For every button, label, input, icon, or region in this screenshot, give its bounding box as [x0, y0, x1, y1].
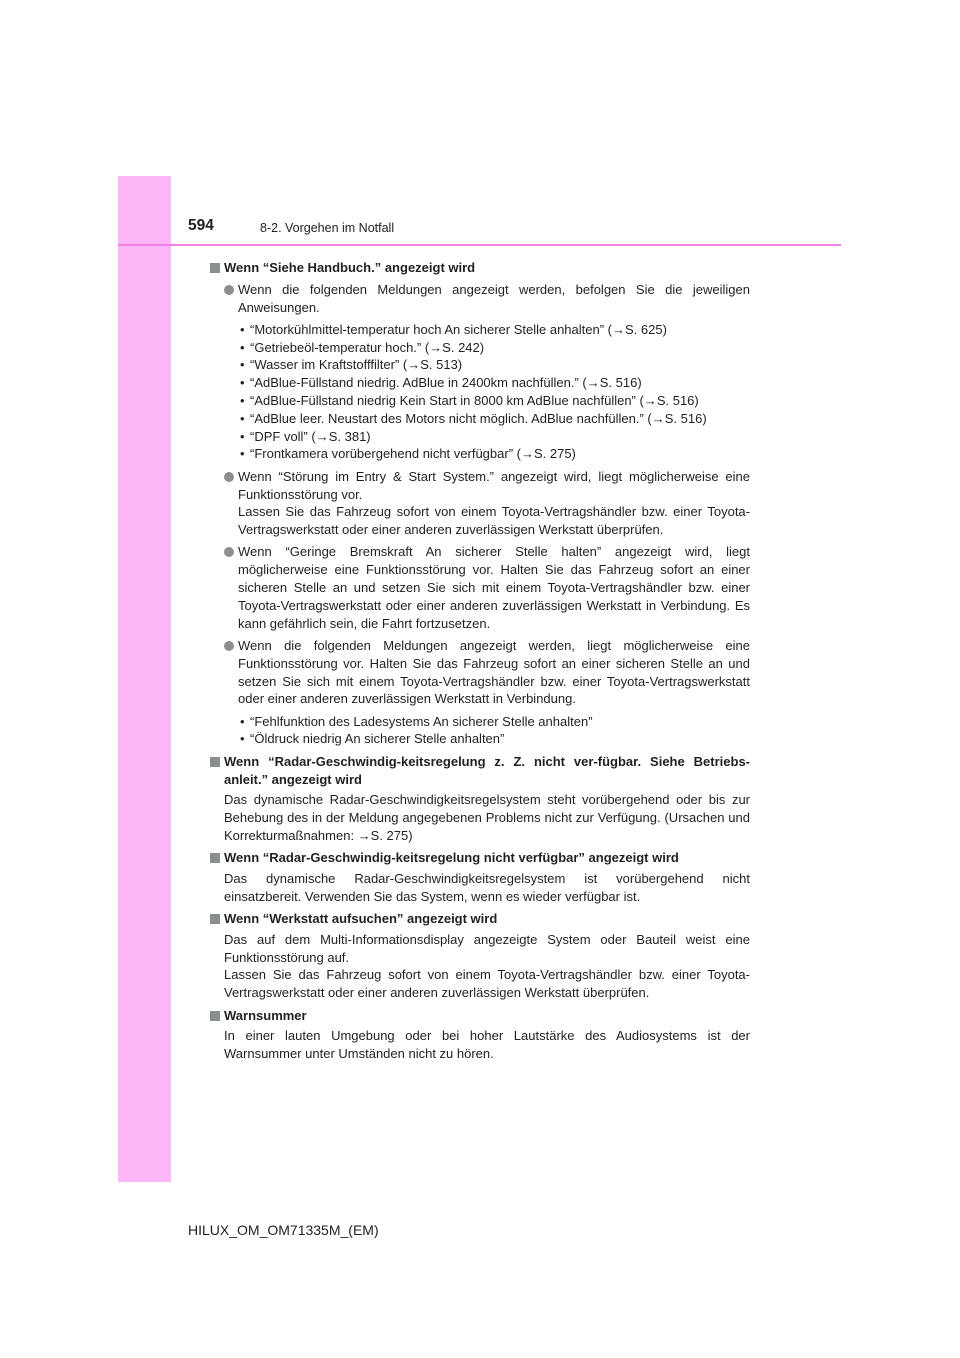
message-list [210, 713, 750, 749]
section-heading [210, 910, 750, 928]
list-item: • “Motorkühlmittel-temperatur hoch An sicherer Stelle anhalten” (→S. 625) [240, 321, 667, 337]
square-bullet-icon [210, 1011, 220, 1021]
list-item-text: “AdBlue leer. Neustart des Motors nicht möglich. AdBlue nachfüllen.” (→S. 516) [250, 410, 707, 426]
list-item: • “Fehlfunktion des Ladesystems An sicherer Stelle anhalten” [240, 713, 593, 729]
section-heading [210, 259, 750, 277]
list-item: • “Getriebeöl-temperatur hoch.” (→S. 242) [240, 339, 485, 355]
heading-text: Wenn “Radar-Geschwindig-keitsregelung nicht verfügbar” angezeigt wird [224, 850, 679, 866]
list-item: • “Öldruck niedrig An sicherer Stelle anhalten” [240, 731, 505, 747]
list-item: • “DPF voll” (→S. 381) [240, 428, 371, 444]
bullet-text: Wenn “Störung im Entry & Start System.” angezeigt wird, liegt möglicherweise eine Funktionsstörung vor. [238, 468, 750, 502]
list-item-text: “Motorkühlmittel-temperatur hoch An sicherer Stelle anhalten” (→S. 625) [250, 321, 667, 337]
heading-text: Warnsummer [224, 1007, 307, 1023]
section-heading [210, 849, 750, 867]
bullet [210, 468, 750, 539]
list-item-text: “AdBlue-Füllstand niedrig. AdBlue in 2400km nachfüllen.” (→S. 516) [250, 375, 642, 391]
circle-bullet-icon [224, 285, 234, 295]
bullet [210, 281, 750, 317]
heading-text: Wenn “Siehe Handbuch.” angezeigt wird [224, 259, 476, 275]
paragraph: Das auf dem Multi-Informationsdisplay angezeigte System oder Bauteil weist eine Funktionsstörung auf. [224, 931, 750, 965]
square-bullet-icon [210, 263, 220, 273]
list-item: • “Frontkamera vorübergehend nicht verfügbar” (→S. 275) [240, 446, 576, 462]
heading-text: Wenn “Radar-Geschwindig-keitsregelung z. Z. nicht ver-fügbar. Siehe Betriebs-anleit.” angezeigt wird [224, 753, 750, 787]
square-bullet-icon [210, 914, 220, 924]
square-bullet-icon [210, 757, 220, 767]
list-item-text: “Getriebeöl-temperatur hoch.” (→S. 242) [250, 339, 485, 355]
square-bullet-icon [210, 853, 220, 863]
bullet-text: Wenn die folgenden Meldungen angezeigt werden, liegt möglicherweise eine Funktionsstörung vor. Halten Sie das Fahrzeug sofort an einer sicheren Stelle an und setzen Sie sich mit einem Toyota-Vertragshändler bzw. einer Toyota-Vertragswerkstatt oder einer anderen zuverlässigen Werkstatt in Verbindung. [238, 637, 750, 707]
list-item: • “AdBlue-Füllstand niedrig Kein Start in 8000 km AdBlue nachfüllen” (→S. 516) [240, 393, 699, 409]
section-heading [210, 753, 750, 789]
circle-bullet-icon [224, 472, 234, 482]
bullet [210, 637, 750, 708]
list-item-text: “Wasser im Kraftstofffilter” (→S. 513) [250, 357, 463, 373]
document-id: HILUX_OM_OM71335M_(EM) [188, 1222, 379, 1238]
section-heading [210, 1007, 750, 1025]
paragraph: Lassen Sie das Fahrzeug sofort von einem Toyota-Vertragshändler bzw. einer Toyota-Vertragswerkstatt oder einer anderen zuverlässigen Werkstatt überprüfen. [224, 967, 750, 1001]
message-list [210, 321, 750, 463]
list-item-text: “Öldruck niedrig An sicherer Stelle anhalten” [250, 731, 505, 747]
page-content [210, 254, 750, 1063]
list-item-text: “DPF voll” (→S. 381) [250, 428, 371, 444]
heading-text: Wenn “Werkstatt aufsuchen” angezeigt wird [224, 911, 498, 927]
paragraph: In einer lauten Umgebung oder bei hoher Lautstärke des Audiosystems ist der Warnsummer unter Umständen nicht zu hören. [224, 1028, 750, 1062]
bullet-text: Lassen Sie das Fahrzeug sofort von einem Toyota-Vertragshändler bzw. einer Toyota-Vertragswerkstatt oder einer anderen zuverlässigen Werkstatt überprüfen. [238, 504, 750, 538]
bullet [210, 543, 750, 632]
list-item: • “Wasser im Kraftstofffilter” (→S. 513) [240, 357, 463, 373]
bullet-text: Wenn “Geringe Bremskraft An sicherer Stelle halten” angezeigt wird, liegt möglicherweise eine Funktionsstörung vor. Halten Sie das Fahrzeug sofort an einer sicheren Stelle an und setzen Sie sich mit einem Toyota-Vertragshändler bzw. einer Toyota-Vertragswerkstatt oder einer anderen zuverlässigen Werkstatt in Verbindung. Es kann gefährlich sein, die Fahrt fortzusetzen. [238, 544, 750, 631]
paragraph: Das dynamische Radar-Geschwindigkeitsregelsystem ist vorübergehend nicht einsatzbereit. Verwenden Sie das System, wenn es wieder verfügbar ist. [224, 871, 750, 904]
list-item: • “AdBlue leer. Neustart des Motors nicht möglich. AdBlue nachfüllen.” (→S. 516) [240, 410, 707, 426]
page-number: 594 [188, 217, 214, 234]
chapter-title: 8-2. Vorgehen im Notfall [260, 221, 395, 235]
chapter-tab-sidebar [118, 176, 171, 1182]
header-rule [118, 244, 841, 246]
bullet-text: Wenn die folgenden Meldungen angezeigt werden, befolgen Sie die jeweiligen Anweisungen. [238, 281, 750, 315]
paragraph: Das dynamische Radar-Geschwindigkeitsregelsystem steht vorübergehend oder bis zur Behebung des in der Meldung angegebenen Problems nicht zur Verfügung. (Ursachen und Korrekturmaßnahmen: →S. 275) [224, 792, 750, 843]
list-item-text: “Frontkamera vorübergehend nicht verfügbar” (→S. 275) [250, 446, 576, 462]
list-item-text: “AdBlue-Füllstand niedrig Kein Start in 8000 km AdBlue nachfüllen” (→S. 516) [250, 393, 699, 409]
circle-bullet-icon [224, 547, 234, 557]
list-item: • “AdBlue-Füllstand niedrig. AdBlue in 2400km nachfüllen.” (→S. 516) [240, 375, 642, 391]
circle-bullet-icon [224, 641, 234, 651]
list-item-text: “Fehlfunktion des Ladesystems An sicherer Stelle anhalten” [250, 713, 593, 729]
